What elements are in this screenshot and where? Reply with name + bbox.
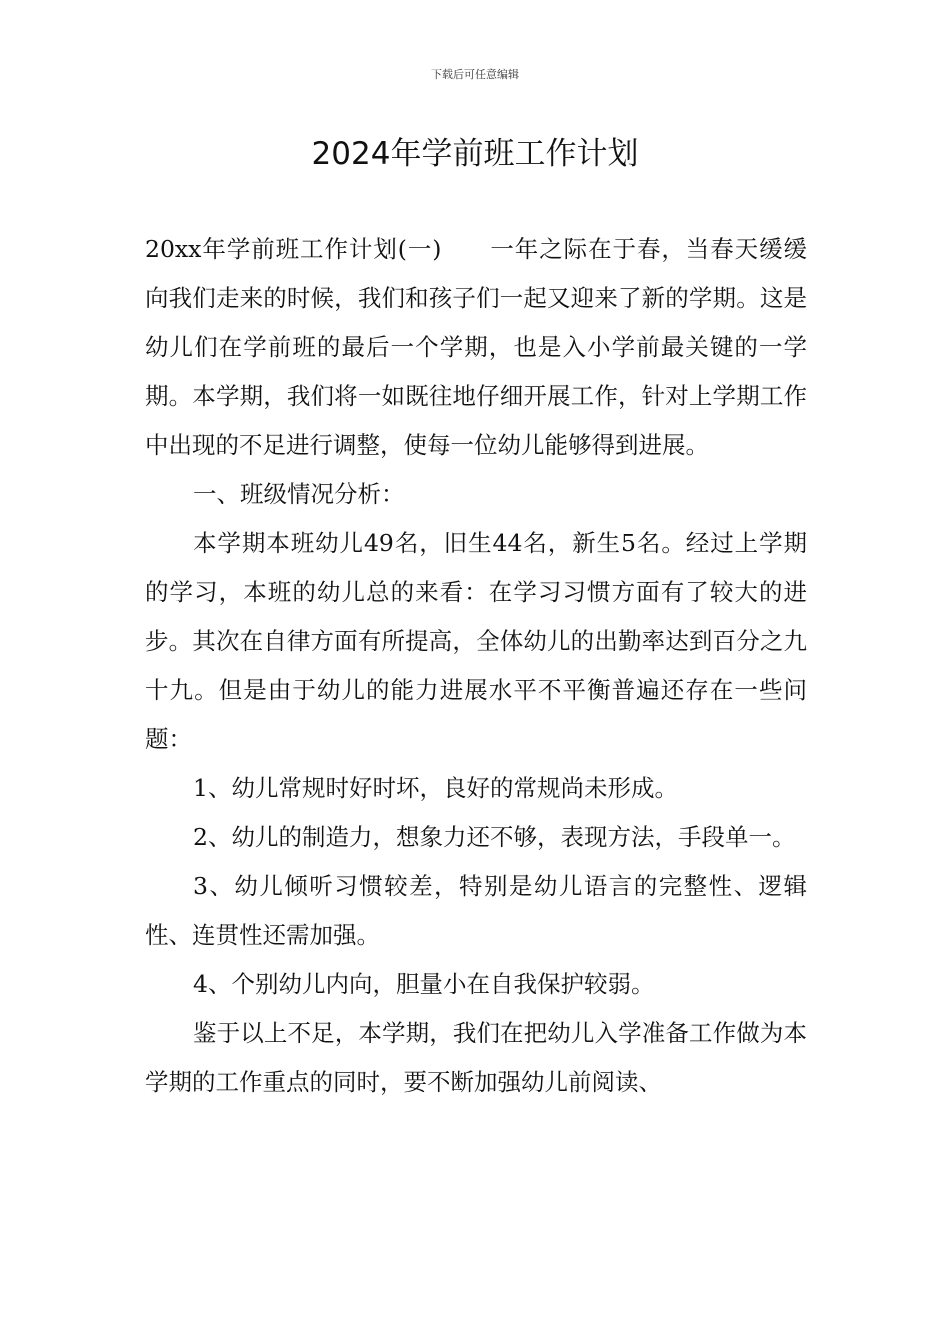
list-item: 2、幼儿的制造力，想象力还不够，表现方法，手段单一。 <box>193 823 796 851</box>
document-body <box>145 225 807 1107</box>
list-item: 3、幼儿倾听习惯较差，特别是幼儿语言的完整性、逻辑性、连贯性还需加强。 <box>145 872 807 949</box>
body-paragraph: 鉴于以上不足，本学期，我们在把幼儿入学准备工作做为本学期的工作重点的同时，要不断加强幼儿前阅读、 <box>145 1019 807 1096</box>
document-title: 2024年学前班工作计划 <box>311 136 639 172</box>
page-header-note: 下载后可任意编辑 <box>431 68 519 81</box>
intro-heading: 20xx年学前班工作计划(一) <box>145 235 442 263</box>
list-item: 4、个别幼儿内向，胆量小在自我保护较弱。 <box>193 970 655 998</box>
intro-paragraph <box>145 225 807 470</box>
section-heading: 一、班级情况分析： <box>193 480 405 508</box>
body-paragraph: 本学期本班幼儿49名，旧生44名，新生5名。经过上学期的学习，本班的幼儿总的来看：在学习习惯方面有了较大的进步。其次在自律方面有所提高，全体幼儿的出勤率达到百分之九十九。但是由于幼儿的能力进展水平不平衡普遍还存在一些问题： <box>145 529 807 753</box>
list-item: 1、幼儿常规时好时坏，良好的常规尚未形成。 <box>193 774 678 802</box>
intro-text: 一年之际在于春，当春天缓缓向我们走来的时候，我们和孩子们一起又迎来了新的学期。这是幼儿们在学前班的最后一个学期，也是入小学前最关键的一学期。本学期，我们将一如既往地仔细开展工作，针对上学期工作中出现的不足进行调整，使每一位幼儿能够得到进展。 <box>145 235 808 459</box>
